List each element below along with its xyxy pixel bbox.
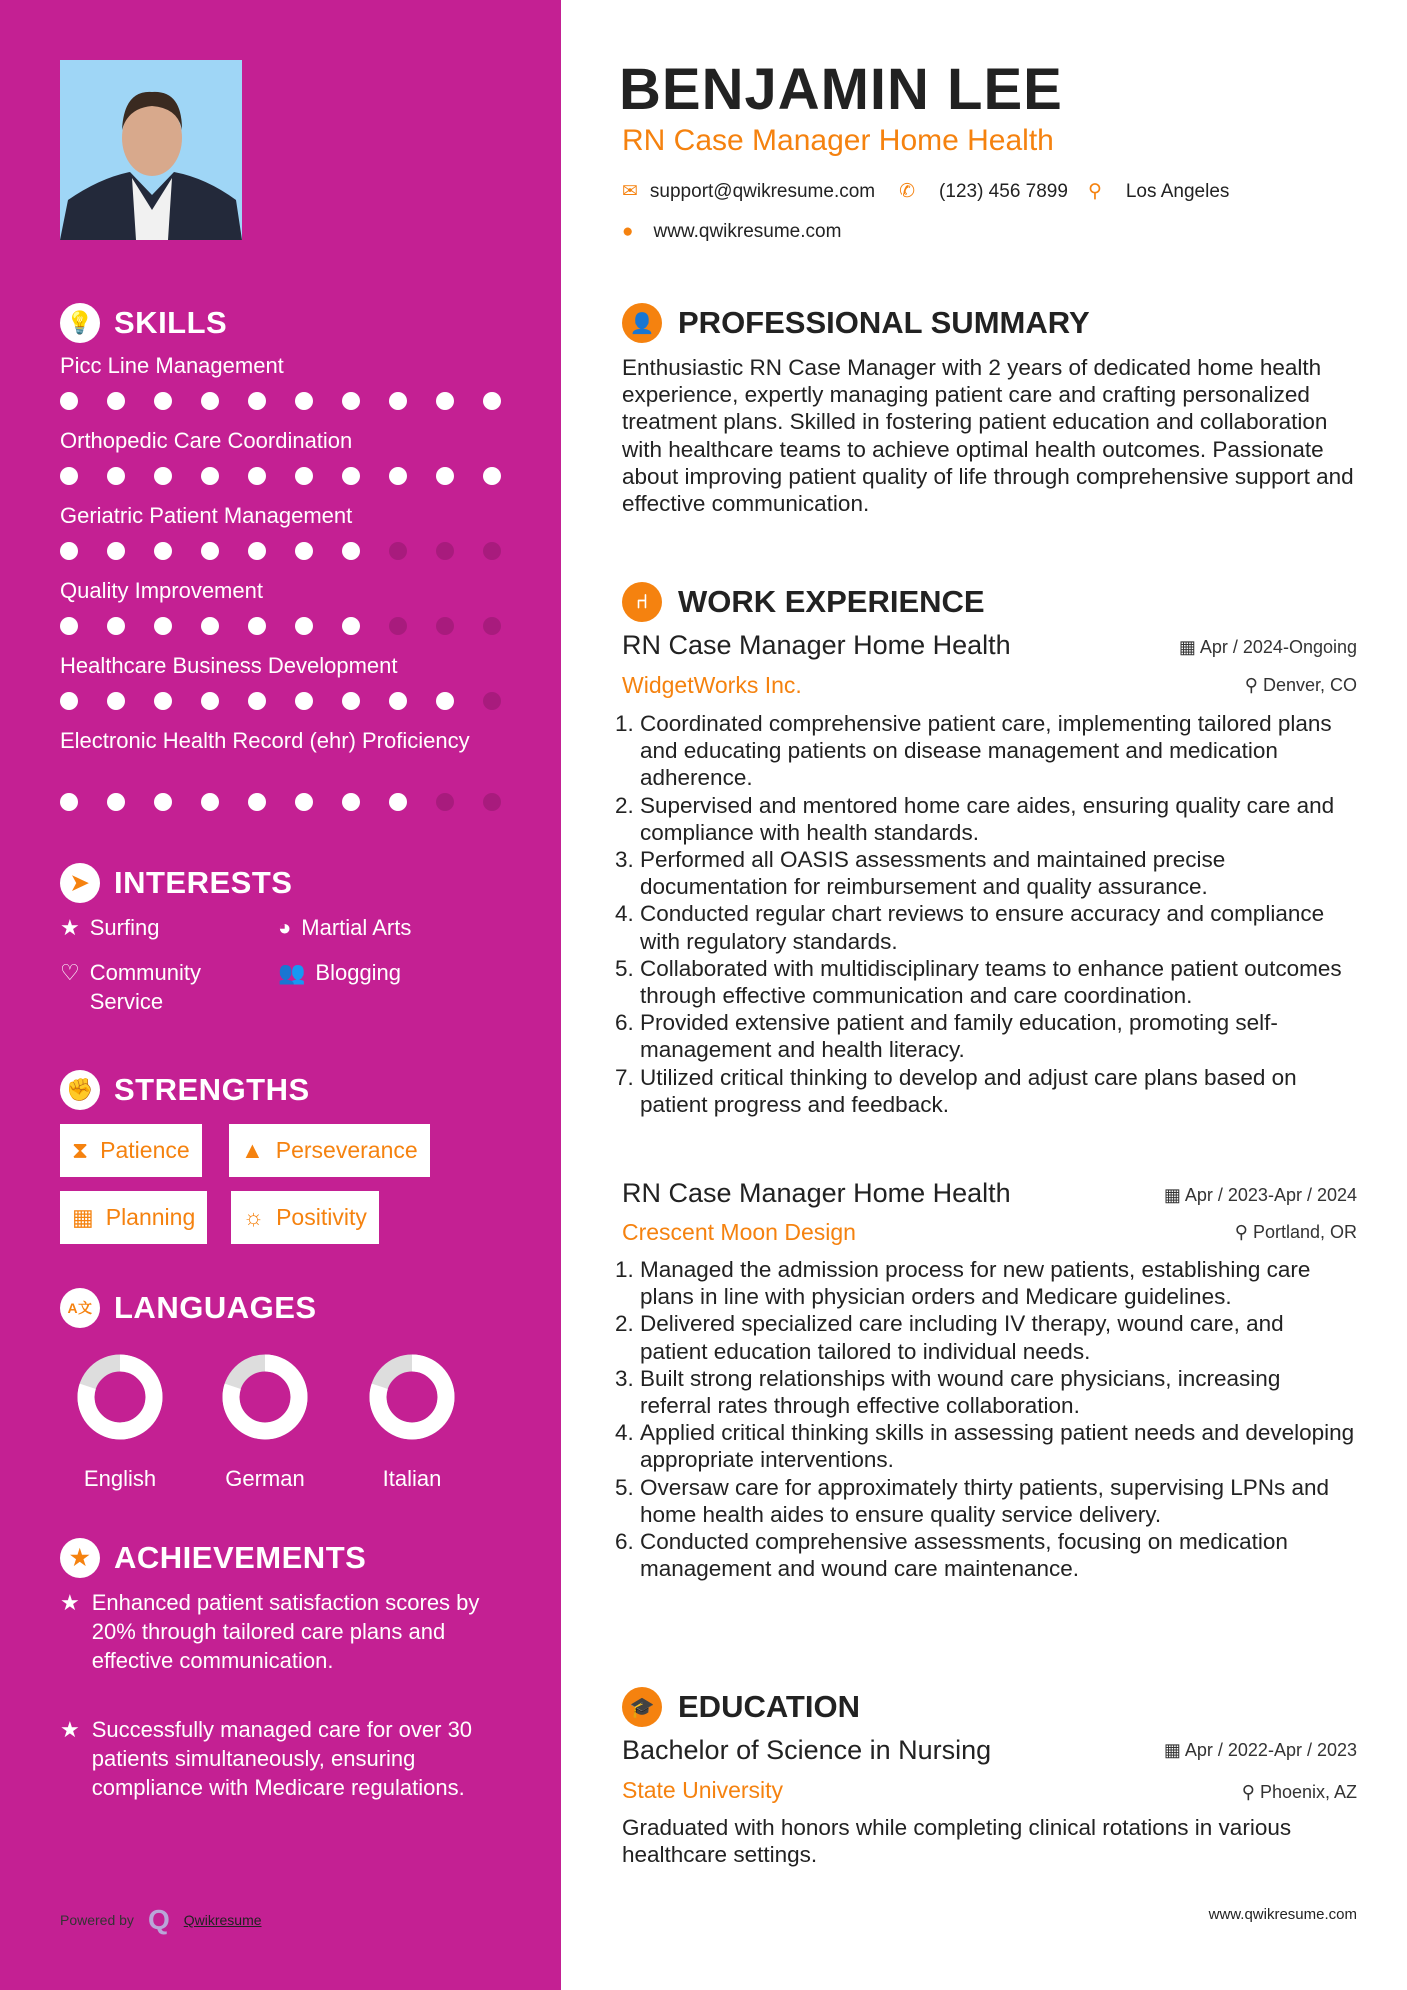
globe-icon: ◕ [278,915,292,940]
rating-dot [295,617,313,635]
job-bullet: 3. Built strong relationships with wound care physicians, increasing referral rates through effective collaboration. [640,1365,1357,1419]
job-date: ▦ Apr / 2024-Ongoing [1178,637,1357,657]
job-bullet: 2. Delivered specialized care including IV therapy, wound care, and patient education tailored to individual needs. [640,1310,1357,1364]
rating-dot [60,692,78,710]
map-pin-icon: ⚲ [1087,181,1102,202]
job-bullet: 4. Applied critical thinking skills in assessing patient needs and developing appropriate interventions. [640,1419,1357,1473]
skill-rating [60,692,501,710]
achievement-item: ★ Successfully managed care for over 30 patients simultaneously, ensuring compliance with Medicare regulations. [60,1717,473,1800]
rating-dot [295,467,313,485]
rating-dot [342,392,360,410]
job-bullet: 1. Coordinated comprehensive patient care, implementing tailored plans and educating patients on disease management and medication adherence. [640,710,1357,792]
rating-dot [295,392,313,410]
rating-dot [342,467,360,485]
skill-rating [60,617,501,635]
hourglass-icon: ⧗ [72,1137,89,1163]
rating-dot [248,793,266,811]
road-icon: ▲ [241,1137,264,1163]
strength-chip: ⧗ Patience [60,1124,202,1177]
language-donut [357,1352,467,1442]
rating-dot [60,467,78,485]
skill-rating [60,793,501,811]
interest-item: 👥 Blogging [278,960,402,985]
school-name: State University [622,1777,784,1803]
language-item [210,1352,320,1492]
achievements-header: ★ ACHIEVEMENTS [60,1538,366,1578]
job-bullets [622,1256,1357,1582]
interest-item: ★ Surfing [60,915,160,940]
pin-icon: ⚲ [1241,1782,1260,1802]
rating-dot [248,392,266,410]
rating-dot [201,692,219,710]
job-location: ⚲ Denver, CO [1244,675,1357,695]
job-title: RN Case Manager Home Health [622,124,1054,157]
job-bullet: 2. Supervised and mentored home care aides, ensuring quality care and compliance with health standards. [640,792,1357,846]
education-date: ▦ Apr / 2022-Apr / 2023 [1163,1740,1357,1760]
rating-dot [342,692,360,710]
company-name: WidgetWorks Inc. [622,672,802,698]
rating-dot [483,692,501,710]
strength-chip: ▲ Perseverance [229,1124,430,1177]
profile-photo [60,60,242,240]
education-header: 🎓 EDUCATION [622,1687,860,1727]
education-location: ⚲ Phoenix, AZ [1241,1782,1357,1802]
skill-label: Quality Improvement [60,578,263,603]
summary-header: 👤 PROFESSIONAL SUMMARY [622,303,1090,343]
skill-rating [60,467,501,485]
rating-dot [295,793,313,811]
rating-dot [342,793,360,811]
interests-header: ➤ INTERESTS [60,863,292,903]
rating-dot [60,793,78,811]
powered-by: Powered by Q Qwikresume [60,1904,262,1935]
contact-row [622,180,1229,203]
rating-dot [107,793,125,811]
interest-item: ♡ Community Service [60,960,201,1014]
rating-dot [436,692,454,710]
rating-dot [342,542,360,560]
users-icon: 👥 [278,960,306,985]
rating-dot [154,467,172,485]
language-label: Italian [382,1466,442,1491]
lightbulb-icon: 💡 [60,303,100,343]
rating-dot [295,692,313,710]
sidebar [0,0,561,1990]
chair-icon: ⑁ [622,582,662,622]
rating-dot [201,542,219,560]
strength-chip: ▦ Planning [60,1191,207,1244]
rating-dot [483,392,501,410]
rating-dot [436,542,454,560]
rating-dot [60,617,78,635]
company-name: Crescent Moon Design [622,1219,856,1245]
rating-dot [107,692,125,710]
rating-dot [389,467,407,485]
rating-dot [389,692,407,710]
language-item [357,1352,467,1492]
rating-dot [389,392,407,410]
rating-dot [154,617,172,635]
job-role: RN Case Manager Home Health [622,630,1011,660]
star-icon: ★ [60,915,80,940]
languages-header: A文 LANGUAGES [60,1288,317,1328]
skill-label: Picc Line Management [60,353,284,378]
education-text: Graduated with honors while completing clinical rotations in various healthcare settings. [622,1815,1292,1868]
rating-dot [483,542,501,560]
job-bullet: 6. Conducted comprehensive assessments, focusing on medication management and wound care maintenance. [640,1528,1357,1582]
job-date: ▦ Apr / 2023-Apr / 2024 [1163,1185,1357,1205]
rating-dot [436,793,454,811]
qwikresume-link[interactable]: Qwikresume [183,1912,262,1928]
rating-dot [436,467,454,485]
rating-dot [201,467,219,485]
rating-dot [483,793,501,811]
skill-label: Orthopedic Care Coordination [60,428,353,453]
job-bullet: 5. Collaborated with multidisciplinary teams to enhance patient outcomes through effective communication and care coordination. [640,955,1357,1009]
rating-dot [248,692,266,710]
rating-dot [201,617,219,635]
skill-label: Healthcare Business Development [60,653,398,678]
skill-rating [60,542,501,560]
candidate-name: BENJAMIN LEE [619,57,1063,122]
calendar-icon: ▦ [1163,1740,1185,1760]
rating-dot [107,392,125,410]
phone-icon: ✆ [899,181,916,202]
rating-dot [342,617,360,635]
language-donut [65,1352,175,1442]
job-bullet: 1. Managed the admission process for new patients, establishing care plans in line with physician orders and Medicare guidelines. [640,1256,1357,1310]
job-bullet: 6. Provided extensive patient and family education, promoting self-management and health literacy. [640,1009,1357,1063]
language-label: German [225,1466,305,1491]
language-donut [210,1352,320,1442]
user-icon: 👤 [622,303,662,343]
phone-text: (123) 456 7899 [939,180,1068,202]
sun-icon: ☼ [243,1204,265,1230]
calendar-icon: ▦ [72,1204,94,1230]
job-role: RN Case Manager Home Health [622,1178,1011,1208]
rating-dot [201,392,219,410]
rating-dot [436,617,454,635]
email-link[interactable]: support@qwikresume.com [649,180,876,202]
rating-dot [60,392,78,410]
job-bullet: 5. Oversaw care for approximately thirty patients, supervising LPNs and home health aides to ensure quality service delivery. [640,1474,1357,1528]
rating-dot [201,793,219,811]
job-bullet: 4. Conducted regular chart reviews to ensure accuracy and compliance with regulatory standards. [640,900,1357,954]
rating-dot [389,542,407,560]
strengths-header: ✊ STRENGTHS [60,1070,310,1110]
website-row [622,221,841,243]
fist-icon: ✊ [60,1070,100,1110]
globe-icon: ● [622,221,634,242]
achievement-item: ★ Enhanced patient satisfaction scores by 20% through tailored care plans and effective communication. [60,1590,480,1673]
shooting-star-icon: ★ [60,1717,80,1742]
pin-icon: ⚲ [1244,675,1263,695]
language-item [65,1352,175,1492]
rating-dot [436,392,454,410]
footer-website[interactable]: www.qwikresume.com [1208,1906,1357,1923]
calendar-icon: ▦ [1163,1185,1185,1205]
rating-dot [107,617,125,635]
rating-dot [154,793,172,811]
rating-dot [60,542,78,560]
summary-text: Enthusiastic RN Case Manager with 2 years of dedicated home health experience, expertly managing patient care and crafting personalized treatment plans. Skilled in fostering patient education and collaboration with healthcare teams to achieve optimal health outcomes. Passionate about improving patient quality of life through comprehensive support and effective communication. [622,355,1354,517]
interest-item: ◕ Martial Arts [278,915,412,940]
skill-rating [60,392,501,410]
shooting-star-icon: ★ [60,1590,80,1615]
website-link[interactable]: www.qwikresume.com [653,221,842,242]
graduate-icon: 🎓 [622,1687,662,1727]
skill-label: Geriatric Patient Management [60,503,353,528]
rating-dot [248,617,266,635]
star-badge-icon: ★ [60,1538,100,1578]
calendar-icon: ▦ [1178,637,1200,657]
rating-dot [154,542,172,560]
rating-dot [248,542,266,560]
paper-plane-icon: ➤ [60,863,100,903]
skill-label: Electronic Health Record (ehr) Proficiency [60,728,470,753]
rating-dot [389,793,407,811]
rating-dot [248,467,266,485]
rating-dot [107,542,125,560]
translate-icon: A文 [60,1288,100,1328]
language-label: English [83,1466,157,1491]
degree-title: Bachelor of Science in Nursing [622,1735,992,1765]
rating-dot [483,617,501,635]
job-bullet: 7. Utilized critical thinking to develop and adjust care plans based on patient progress and feedback. [640,1064,1357,1118]
skills-header: 💡 SKILLS [60,303,227,343]
job-location: ⚲ Portland, OR [1234,1222,1357,1242]
rating-dot [389,617,407,635]
rating-dot [107,467,125,485]
rating-dot [483,467,501,485]
location-text: Los Angeles [1125,180,1230,202]
strength-chip: ☼ Positivity [231,1191,379,1244]
job-bullet: 3. Performed all OASIS assessments and maintained precise documentation for reimbursement and quality assurance. [640,846,1357,900]
pin-icon: ⚲ [1234,1222,1253,1242]
job-bullets [622,710,1357,1118]
heart-hand-icon: ♡ [60,960,80,985]
rating-dot [154,392,172,410]
envelope-icon: ✉ [622,181,638,202]
qwikresume-logo-icon: Q [147,1904,170,1935]
rating-dot [154,692,172,710]
rating-dot [295,542,313,560]
experience-header: ⑁ WORK EXPERIENCE [622,582,985,622]
